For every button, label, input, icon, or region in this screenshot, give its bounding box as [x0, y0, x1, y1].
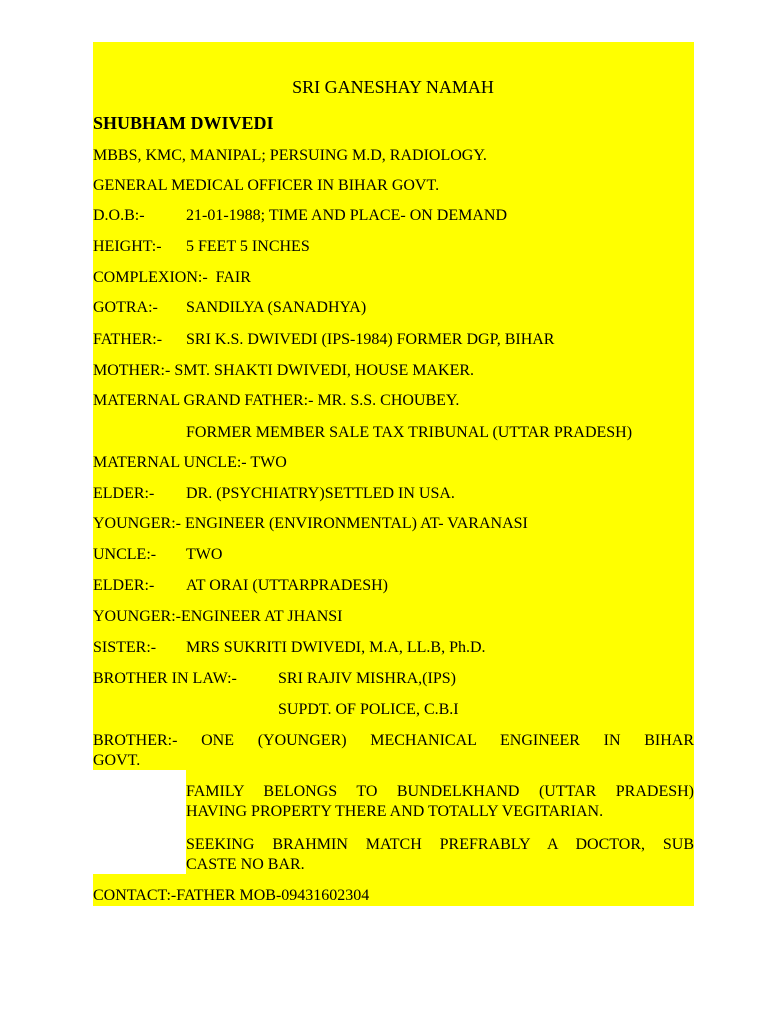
education-line: MBBS, KMC, MANIPAL; PERSUING M.D, RADIOLOGY. [93, 147, 487, 164]
gotra-label: GOTRA:- [93, 299, 158, 316]
brother-in-law-label: BROTHER IN LAW:- [93, 670, 237, 687]
family-line-2: HAVING PROPERTY THERE AND TOTALLY VEGITARIAN. [186, 803, 604, 820]
brother-in-law-detail: SUPDT. OF POLICE, C.B.I [278, 701, 459, 718]
sister-label: SISTER:- [93, 639, 157, 656]
uncle-elder-value: AT ORAI (UTTARPRADESH) [186, 577, 388, 594]
contact-line: CONTACT:-FATHER MOB-09431602304 [93, 887, 370, 904]
uncle-label: UNCLE:- [93, 546, 157, 563]
height-label: HEIGHT:- [93, 238, 162, 255]
complexion-line: COMPLEXION:- FAIR [93, 269, 251, 286]
seeking-line-2: CASTE NO BAR. [186, 856, 305, 873]
family-line-1: FAMILY BELONGS TO BUNDELKHAND (UTTAR PRADESH) [186, 783, 694, 800]
mother-line: MOTHER:- SMT. SHAKTI DWIVEDI, HOUSE MAKER. [93, 362, 475, 379]
father-value: SRI K.S. DWIVEDI (IPS-1984) FORMER DGP, BIHAR [186, 331, 555, 348]
maternal-grandfather-line: MATERNAL GRAND FATHER:- MR. S.S. CHOUBEY. [93, 392, 460, 409]
dob-label: D.O.B:- [93, 207, 145, 224]
page-title: SRI GANESHAY NAMAH [292, 77, 494, 97]
height-value: 5 FEET 5 INCHES [186, 238, 310, 255]
maternal-younger-line: YOUNGER:- ENGINEER (ENVIRONMENTAL) AT- VARANASI [93, 515, 528, 532]
sister-value: MRS SUKRITI DWIVEDI, M.A, LL.B, Ph.D. [186, 639, 486, 656]
occupation-line: GENERAL MEDICAL OFFICER IN BIHAR GOVT. [93, 177, 440, 194]
maternal-grandfather-detail: FORMER MEMBER SALE TAX TRIBUNAL (UTTAR PRADESH) [186, 424, 633, 441]
gotra-value: SANDILYA (SANADHYA) [186, 299, 367, 316]
uncle-value: TWO [186, 546, 223, 563]
seeking-line-1: SEEKING BRAHMIN MATCH PREFRABLY A DOCTOR, SUB [186, 836, 694, 853]
brother-in-law-value: SRI RAJIV MISHRA,(IPS) [278, 670, 456, 687]
brother-line-2: GOVT. [93, 752, 141, 769]
maternal-elder-label: ELDER:- [93, 485, 155, 502]
maternal-uncle-line: MATERNAL UNCLE:- TWO [93, 454, 287, 471]
uncle-elder-label: ELDER:- [93, 577, 155, 594]
candidate-name: SHUBHAM DWIVEDI [93, 113, 274, 133]
maternal-elder-value: DR. (PSYCHIATRY)SETTLED IN USA. [186, 485, 455, 502]
uncle-younger-line: YOUNGER:-ENGINEER AT JHANSI [93, 608, 343, 625]
brother-line-1: BROTHER:- ONE (YOUNGER) MECHANICAL ENGINEER IN BIHAR [93, 732, 694, 749]
father-label: FATHER:- [93, 331, 163, 348]
dob-value: 21-01-1988; TIME AND PLACE- ON DEMAND [186, 207, 508, 224]
